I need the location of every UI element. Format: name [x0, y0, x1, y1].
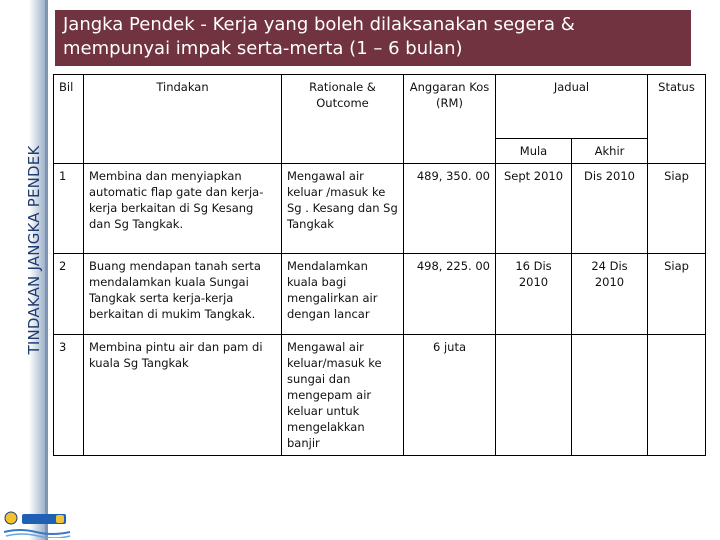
cell-anggaran: 6 juta [404, 335, 496, 456]
cell-rationale: Mengawal air keluar/masuk ke sungai dan mengepam air keluar untuk mengelakkan banjir [282, 335, 404, 456]
slide-title-line-2: mempunyai impak serta-merta (1 – 6 bulan) [63, 38, 463, 59]
cell-status: Siap [648, 254, 706, 335]
header-akhir: Akhir [572, 139, 648, 164]
header-rationale: Rationale & Outcome [282, 75, 404, 164]
table-row [54, 164, 706, 254]
header-anggaran: Anggaran Kos (RM) [404, 75, 496, 164]
left-sidebar-line [45, 0, 48, 540]
header-mula: Mula [496, 139, 572, 164]
header-tindakan: Tindakan [84, 75, 282, 164]
cell-status: Siap [648, 164, 706, 254]
header-status: Status [648, 75, 706, 164]
cell-bil: 1 [54, 164, 84, 254]
cell-tindakan: Buang mendapan tanah serta mendalamkan kuala Sungai Tangkak serta kerja-kerja berkaitan di mukim Tangkak. [84, 254, 282, 335]
cell-mula: 16 Dis 2010 [496, 254, 572, 335]
header-jadual: Jadual [496, 75, 648, 139]
cell-akhir: Dis 2010 [572, 164, 648, 254]
table-header-row [54, 75, 706, 139]
cell-tindakan: Membina pintu air dan pam di kuala Sg Tangkak [84, 335, 282, 456]
cell-tindakan: Membina dan menyiapkan automatic flap gate dan kerja-kerja berkaitan di Sg Kesang dan Sg Tangkak. [84, 164, 282, 254]
action-table [53, 74, 706, 456]
slide-title-line-1: Jangka Pendek - Kerja yang boleh dilaksanakan segera & [63, 14, 575, 35]
cell-akhir: 24 Dis 2010 [572, 254, 648, 335]
cell-anggaran: 489, 350. 00 [404, 164, 496, 254]
cell-mula [496, 335, 572, 456]
cell-status [648, 335, 706, 456]
cell-bil: 2 [54, 254, 84, 335]
table-row [54, 254, 706, 335]
jps-komuniti-logo-icon [2, 508, 72, 538]
cell-mula: Sept 2010 [496, 164, 572, 254]
slide-title [55, 10, 691, 66]
table-row [54, 335, 706, 456]
cell-rationale: Mengawal air keluar /masuk ke Sg . Kesang dan Sg Tangkak [282, 164, 404, 254]
side-label: TINDAKAN JANGKA PENDEK [25, 145, 43, 355]
cell-anggaran: 498, 225. 00 [404, 254, 496, 335]
cell-bil: 3 [54, 335, 84, 456]
cell-akhir [572, 335, 648, 456]
header-bil: Bil [54, 75, 84, 164]
cell-rationale: Mendalamkan kuala bagi mengalirkan air dengan lancar [282, 254, 404, 335]
